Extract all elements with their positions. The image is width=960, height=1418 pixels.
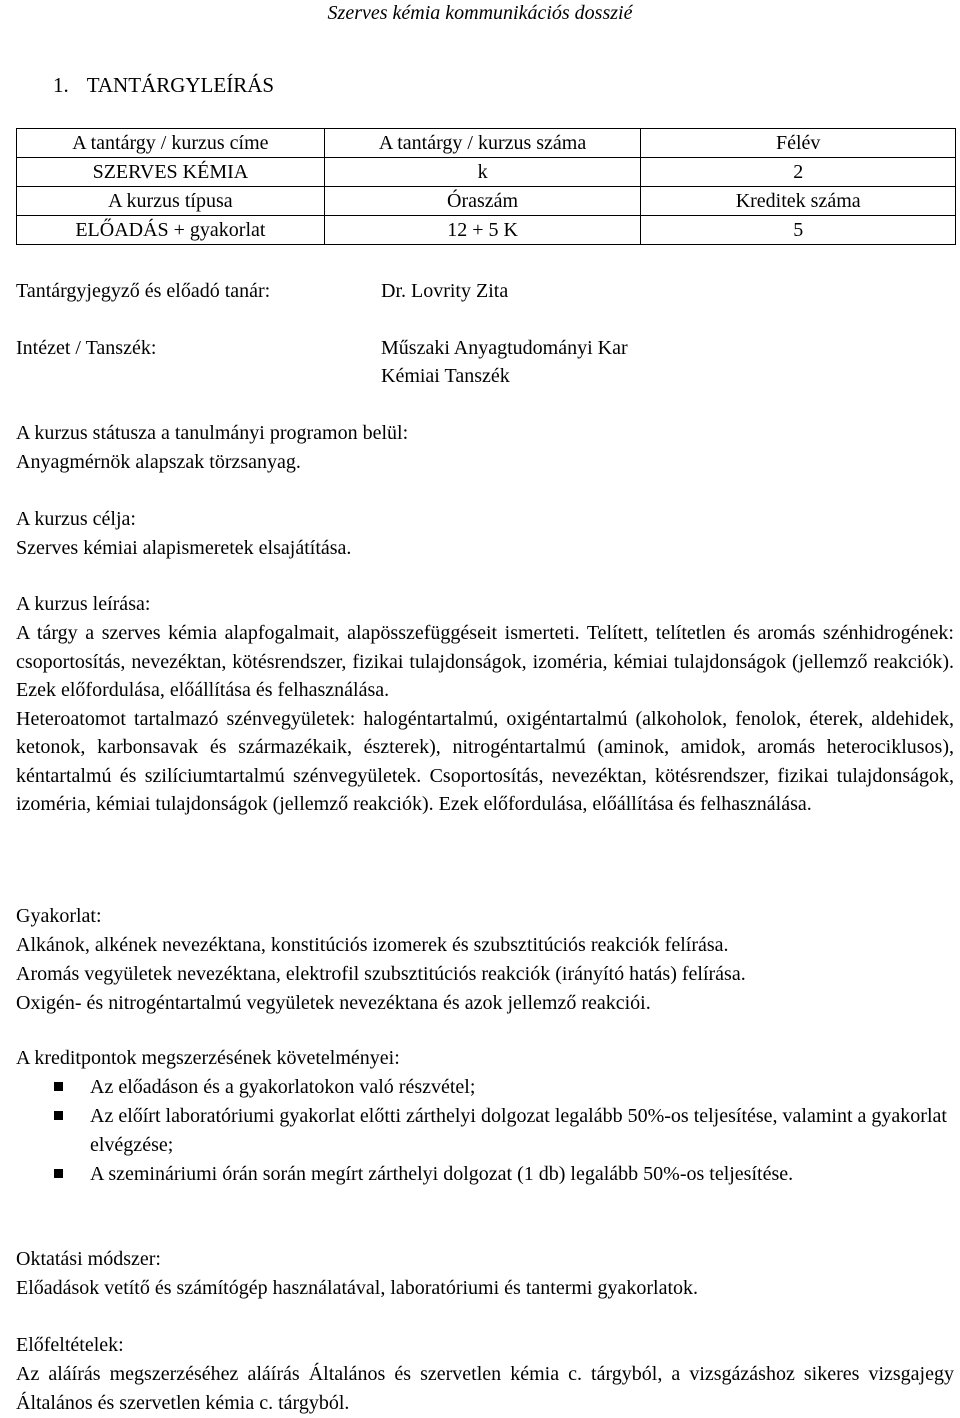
institute-label: Intézet / Tanszék: [16,337,157,359]
section-number: 1. [53,73,69,97]
table-header-cell: A tantárgy / kurzus száma [324,129,641,158]
lecturer-name: Dr. Lovrity Zita [381,280,509,302]
practice-section [16,902,954,1018]
table-row [17,129,956,158]
table-header-cell: Félév [641,129,956,158]
methods-title: Oktatási módszer: [16,1248,161,1270]
section-title: TANTÁRGYLEÍRÁS [86,73,275,97]
requirements-title: A kreditpontok megszerzésének követelményei: [16,1047,400,1069]
description-section [16,590,954,819]
requirements-list [16,1073,954,1189]
requirements-section [16,1044,954,1189]
methods-section [16,1245,954,1303]
methods-text: Előadások vetítő és számítógép használatával, laboratóriumi és tantermi gyakorlatok. [16,1277,699,1299]
table-cell: 2 [641,158,956,187]
table-row [17,158,956,187]
course-info-table [16,128,956,245]
status-section [16,419,954,477]
section-heading [53,71,274,99]
practice-line: Aromás vegyületek nevezéktana, elektrofil szubsztitúciós reakciók (irányító hatás) felírása. [16,963,746,985]
list-item: Az előírt laboratóriumi gyakorlat előtti zárthelyi dolgozat legalább 50%-os teljesítése, valamint a gyakorlat elvégzése; [16,1102,954,1160]
prerequisites-section [16,1331,954,1418]
lecturer-label: Tantárgyjegyző és előadó tanár: [16,280,271,302]
goal-title: A kurzus célja: [16,508,136,530]
table-header-cell: A kurzus típusa [17,187,325,216]
table-header-cell: A tantárgy / kurzus címe [17,129,325,158]
practice-line: Alkánok, alkének nevezéktana, konstitúciós izomerek és szubsztitúciós reakciók felírása. [16,934,729,956]
prerequisites-title: Előfeltételek: [16,1334,124,1356]
status-text: Anyagmérnök alapszak törzsanyag. [16,451,301,473]
running-header: Szerves kémia kommunikációs dosszié [327,2,633,24]
list-item: Az előadáson és a gyakorlatokon való részvétel; [16,1073,954,1102]
table-header-cell: Óraszám [324,187,641,216]
bullet-square-icon [54,1169,63,1178]
description-title: A kurzus leírása: [16,593,151,615]
description-paragraph-1: A tárgy a szerves kémia alapfogalmait, alapösszefüggéseit ismerteti. Telített, telítetlen és aromás szénhidrogének: csoportosítás, nevezéktan, kötésrendszer, fizikai tulajdonságok, izoméria, kémiai tulajdonságok (jellemző reakciók). Ezek előfordulása, előállítása és felhasználása. [16,622,954,701]
prerequisites-text: Az aláírás megszerzéséhez aláírás Általános és szervetlen kémia c. tárgyból, a vizsgázáshoz sikeres vizsgajegy Általános és szervetlen kémia c. tárgyból. [16,1363,954,1414]
bullet-square-icon [54,1082,63,1091]
practice-title: Gyakorlat: [16,905,102,927]
table-cell: 5 [641,216,956,245]
status-title: A kurzus státusza a tanulmányi programon belül: [16,422,409,444]
institute-department: Kémiai Tanszék [381,365,510,387]
description-paragraph-2: Heteroatomot tartalmazó szénvegyületek: halogéntartalmú, oxigéntartalmú (alkoholok, fenolok, éterek, aldehidek, ketonok, karbonsavak és származékaik, észterek), nitrogéntartalmú (aminok, amidok, aromás heterociklusos), kéntartalmú és szilíciumtartalmú szénvegyületek. Csoportosítás, nevezéktan, kötésrendszer, fizikai tulajdonságok, izoméria, kémiai tulajdonságok (jellemző reakciók). Ezek előfordulása, előállítása és felhasználása. [16,707,954,815]
table-cell: SZERVES KÉMIA [17,158,325,187]
list-item: A szemináriumi órán során megírt zárthelyi dolgozat (1 db) legalább 50%-os teljesítése. [16,1160,954,1189]
table-row [17,216,956,245]
table-row [17,187,956,216]
table-cell: 12 + 5 K [324,216,641,245]
institute-faculty: Műszaki Anyagtudományi Kar [381,337,628,359]
practice-line: Oxigén- és nitrogéntartalmú vegyületek nevezéktana és azok jellemző reakciói. [16,992,651,1014]
goal-text: Szerves kémiai alapismeretek elsajátítása. [16,537,352,559]
table-cell: k [324,158,641,187]
table-header-cell: Kreditek száma [641,187,956,216]
bullet-square-icon [54,1111,63,1120]
table-cell: ELŐADÁS + gyakorlat [17,216,325,245]
goal-section [16,505,954,563]
